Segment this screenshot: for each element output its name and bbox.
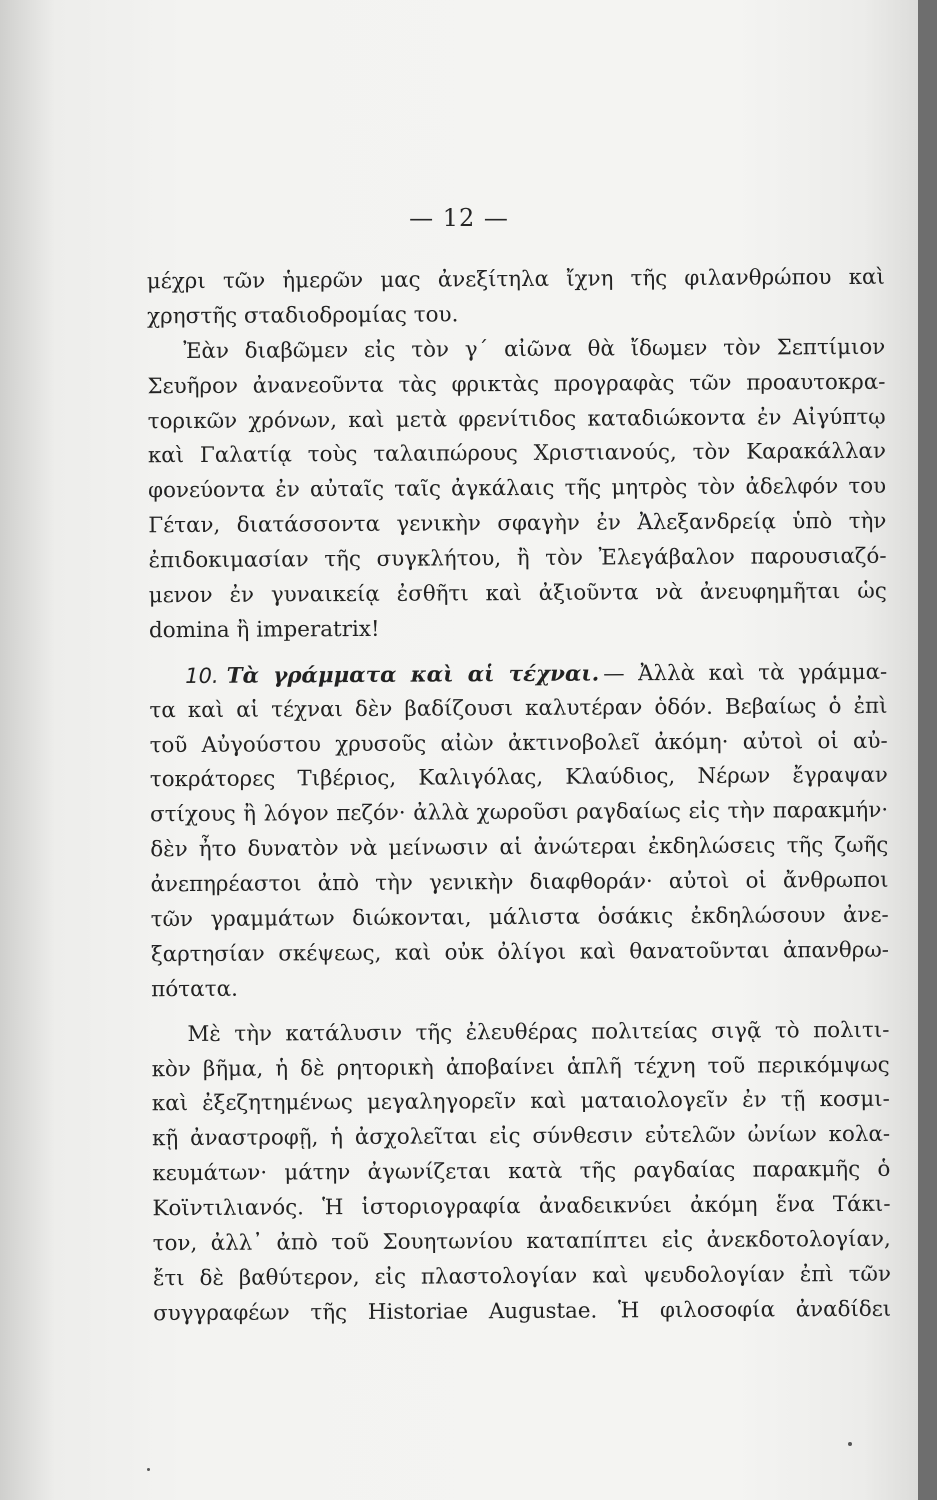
- text-line: μενον ἐν γυναικείᾳ ἐσθῆτι καὶ ἀξιοῦντα νὰ ἀνευφημῆται ὡς: [148, 578, 887, 609]
- text-line: ἀνεπηρέαστοι ἀπὸ τὴν γενικὴν διαφθοράν· αὐτοὶ οἱ ἄνθρωποι: [150, 867, 889, 898]
- text-line: Σευῆρον ἀνανεοῦντα τὰς φρικτὰς προγραφὰς τῶν προαυτοκρα-: [147, 369, 886, 399]
- text-line: Γέταν, διατάσσοντα γενικὴν σφαγὴν ἐν Ἀλεξανδρείᾳ ὑπὸ τὴν: [148, 508, 887, 539]
- text-line: συγγραφέων τῆς Historiae Augustae. Ἡ φιλοσοφία ἀναδίδει: [153, 1296, 892, 1327]
- text-line: ἔτι δὲ βαθύτερον, εἰς πλαστολογίαν καὶ ψευδολογίαν ἐπὶ τῶν: [152, 1261, 892, 1292]
- section-heading-line: [149, 655, 887, 694]
- page-number: — 12 —: [409, 204, 509, 232]
- text-line: δὲν ἦτο δυνατὸν νὰ μείνωσιν αἱ ἀνώτεραι ἐκδηλώσεις τῆς ζωῆς: [150, 832, 889, 863]
- page-edge-shadow: [918, 0, 937, 1500]
- text-line: καὶ Γαλατίᾳ τοὺς ταλαιπώρους Χριστιανούς, τὸν Καρακάλλαν: [147, 439, 886, 469]
- text-body: [147, 261, 892, 1332]
- text-line: τῶν γραμμάτων διώκονται, μάλιστα ὁσάκις ἐκδηλώσουν ἀνε-: [150, 902, 889, 933]
- text-line: Μὲ τὴν κατάλυσιν τῆς ἐλευθέρας πολιτείας σιγᾷ τὸ πολιτι-: [187, 1017, 890, 1047]
- text-line: τοκράτορες Τιβέριος, Καλιγόλας, Κλαύδιος, Νέρων ἔγραψαν: [149, 763, 888, 793]
- text-line: φονεύοντα ἐν αὐταῖς ταῖς ἀγκάλαις τῆς μητρὸς τὸν ἀδελφόν του: [148, 474, 887, 504]
- section-letters-and-arts: [149, 655, 889, 1008]
- text-line: στίχους ἢ λόγον πεζόν· ἀλλὰ χωροῦσι ραγδαίως εἰς τὴν παρακμήν·: [150, 798, 889, 828]
- text-line: μέχρι τῶν ἡμερῶν μας ἀνεξίτηλα ἴχνη τῆς φιλανθρώπου καὶ: [146, 264, 885, 295]
- text-line: χρηστῆς σταδιοδρομίας του.: [146, 302, 459, 330]
- text-line: κῇ ἀναστροφῇ, ἡ ἀσχολεῖται εἰς σύνθεσιν εὐτελῶν ὠνίων κολα-: [152, 1122, 891, 1152]
- section-title: Τὰ γράμματα καὶ αἱ τέχναι.: [226, 661, 600, 689]
- paper-speck: [147, 1468, 150, 1471]
- text-line: Κοϊντιλιανός. Ἡ ἱστοριογραφία ἀναδεικνύει ἀκόμη ἕνα Τάκι-: [152, 1191, 891, 1222]
- text-line: πότατα.: [151, 976, 238, 1003]
- text-run: — Ἀλλὰ καὶ τὰ γράμμα-: [603, 659, 888, 687]
- text-line: τοῦ Αὐγούστου χρυσοῦς αἰὼν ἀκτινοβολεῖ ἀκόμη· αὐτοὶ οἱ αὐ-: [149, 728, 888, 758]
- text-line: ξαρτησίαν σκέψεως, καὶ οὐκ ὀλίγοι καὶ θανατοῦνται ἀπανθρω-: [150, 937, 890, 968]
- text-line: τα καὶ αἱ τέχναι δὲν βαδίζουσι καλυτέραν ὁδόν. Βεβαίως ὁ ἐπὶ: [149, 693, 888, 723]
- section-number: 10.: [185, 663, 219, 688]
- text-line: ἐπιδοκιμασίαν τῆς συγκλήτου, ἢ τὸν Ἐλεγάβαλον παρουσιαζό-: [148, 543, 887, 574]
- text-line: τον, ἀλλ᾽ ἀπὸ τοῦ Σουητωνίου καταπίπτει εἰς ἀνεκδοτολογίαν,: [152, 1226, 891, 1257]
- text-line: τορικῶν χρόνων, καὶ μετὰ φρενίτιδος καταδιώκοντα ἐν Αἰγύπτῳ: [147, 404, 886, 434]
- paper-speck: [848, 1442, 852, 1446]
- text-line: Ἐὰν διαβῶμεν εἰς τὸν γ΄ αἰῶνα θὰ ἴδωμεν τὸν Σεπτίμιον: [183, 334, 886, 364]
- paragraph-rhetoric: [151, 1013, 891, 1332]
- text-line: κὸν βῆμα, ἡ δὲ ρητορικὴ ἀποβαίνει ἁπλῆ τέχνη τοῦ περικόμψως: [151, 1052, 890, 1082]
- text-line: καὶ ἐξεζητημένως μεγαληγορεῖν καὶ ματαιολογεῖν ἐν τῇ κοσμι-: [151, 1087, 890, 1117]
- text-line: κευμάτων· μάτην ἀγωνίζεται κατὰ τῆς ραγδαίας παρακμῆς ὁ: [152, 1157, 891, 1187]
- paragraph-persecutions: [147, 261, 887, 649]
- text-line: domina ἢ imperatrix!: [148, 616, 380, 644]
